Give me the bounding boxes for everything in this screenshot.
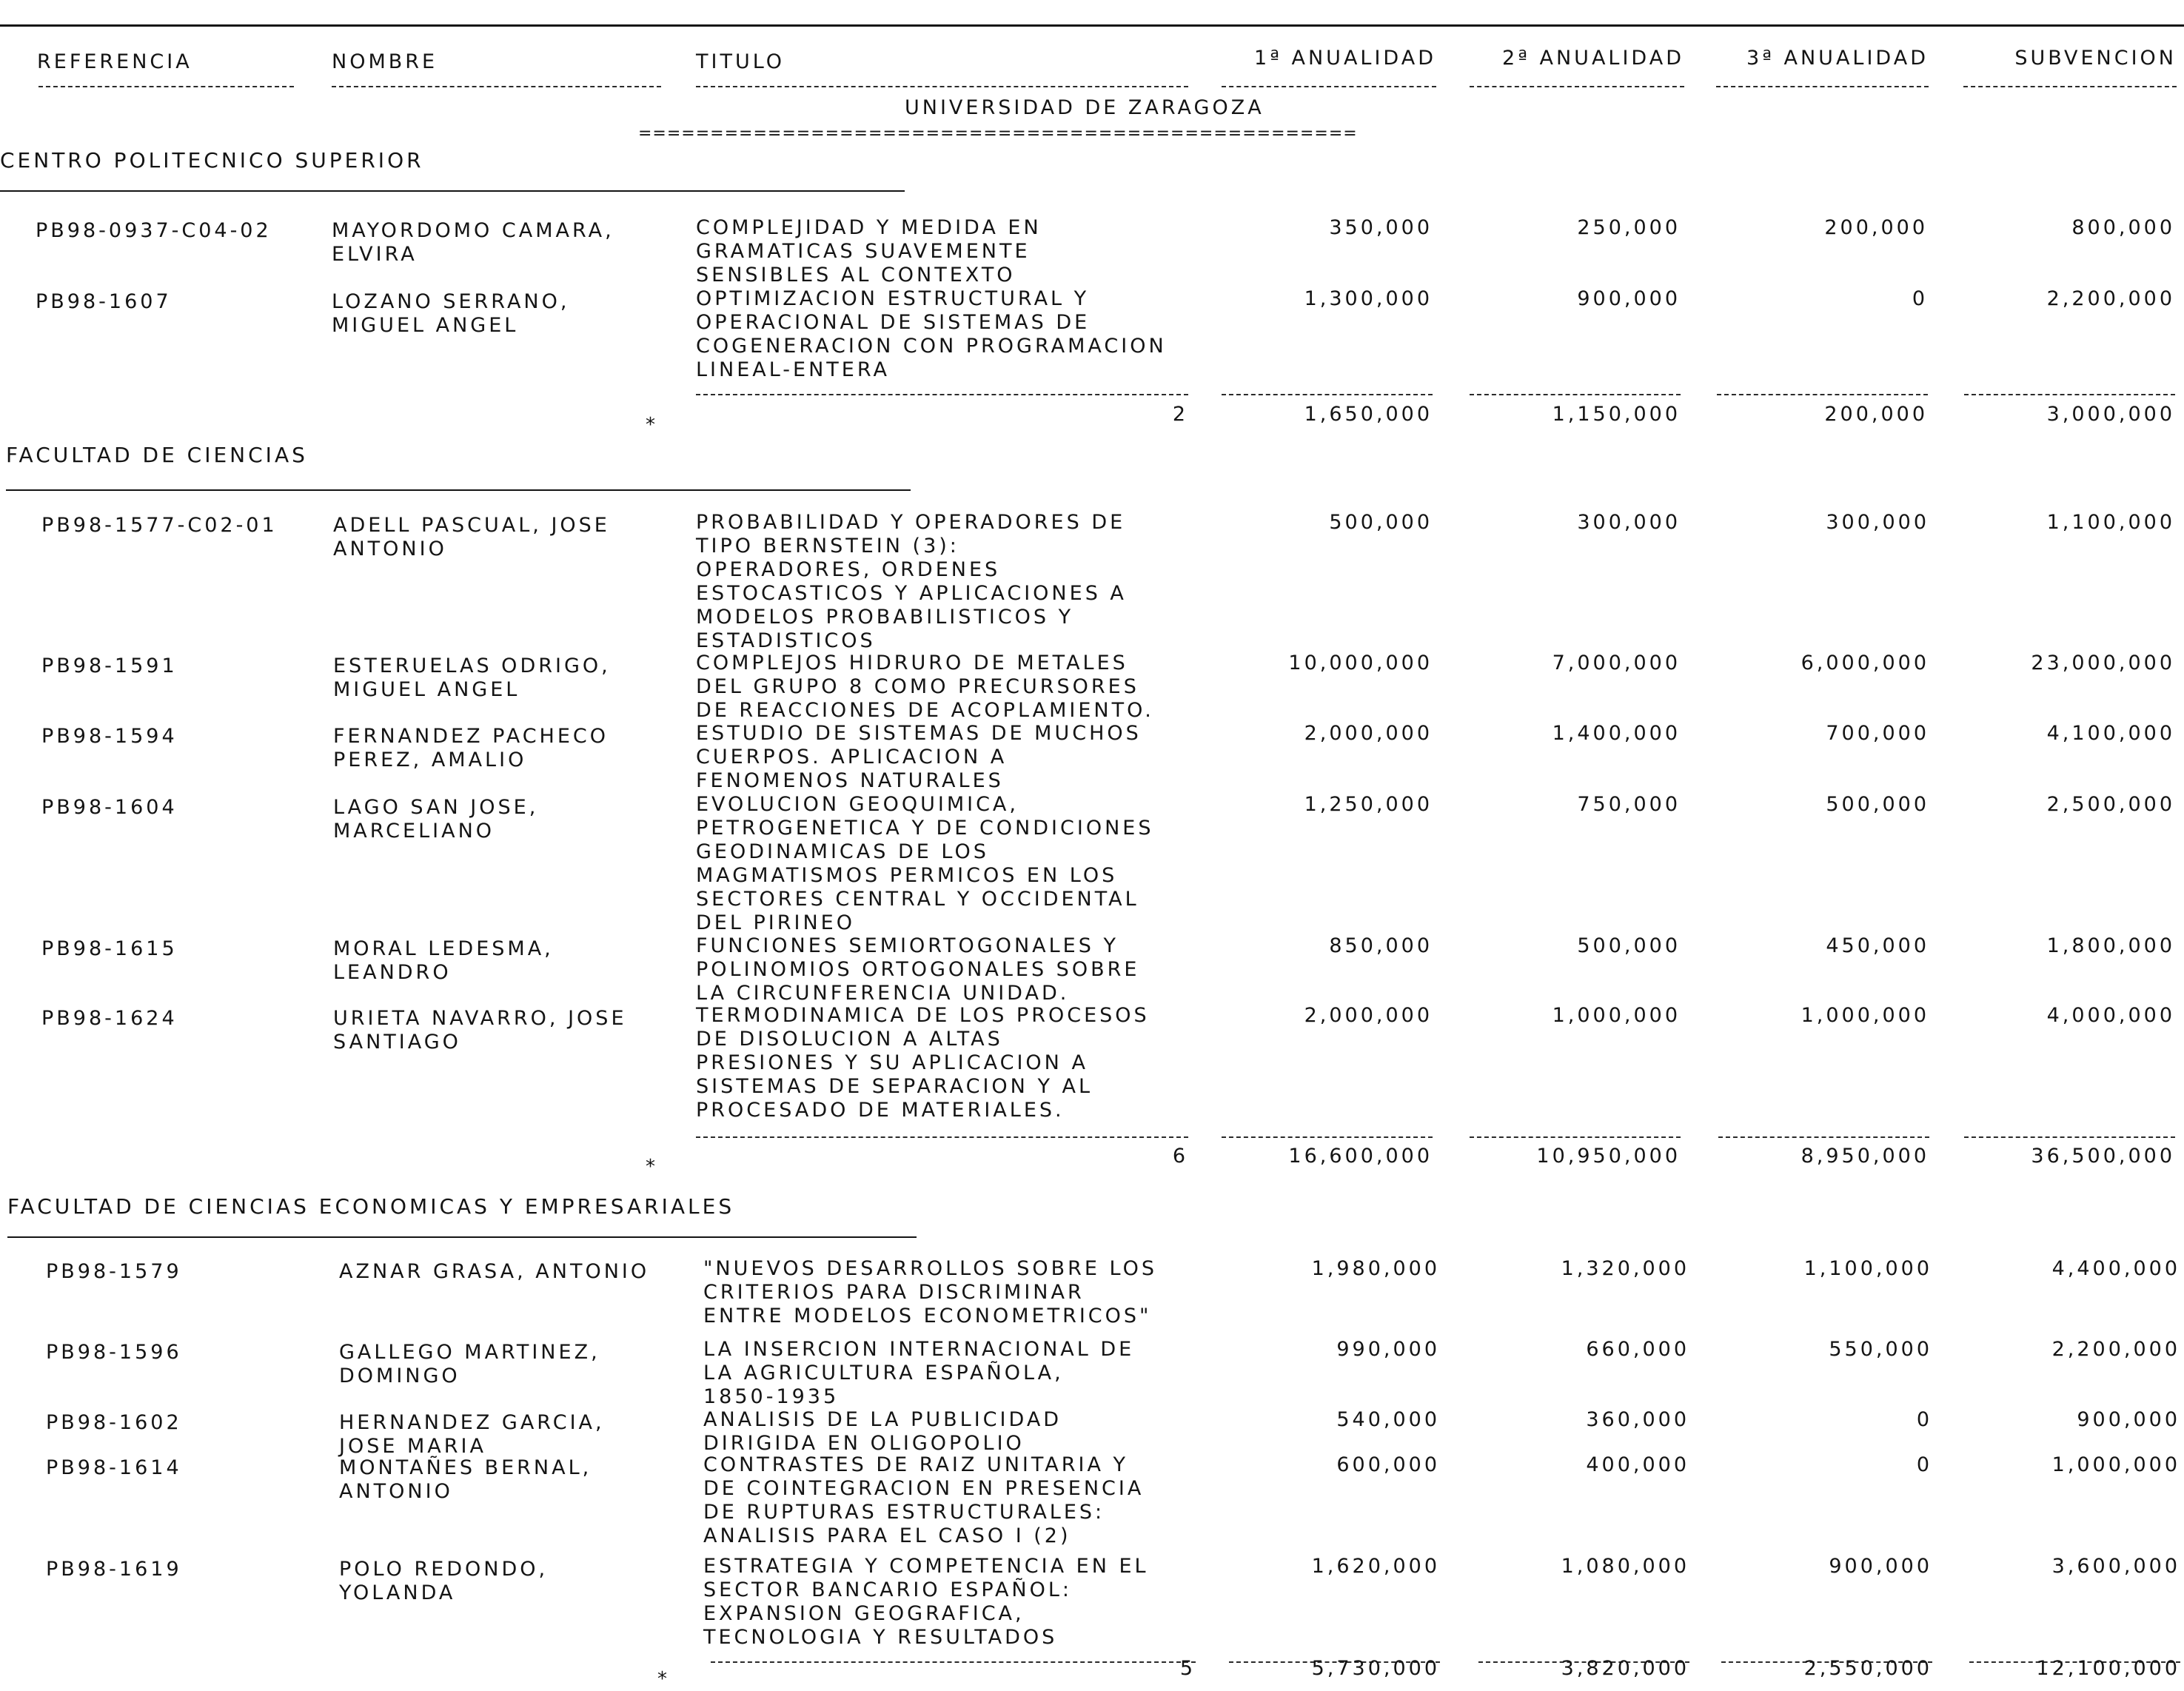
subtotal-anualidad1: 1,650,000: [1304, 403, 1433, 426]
subtotal-anualidad3: 200,000: [1824, 403, 1928, 426]
row-referencia: PB98-1614: [46, 1456, 182, 1479]
top-rule: [0, 24, 2184, 27]
row-subvencion: 1,000,000: [2051, 1453, 2180, 1476]
row-nombre-line: MORAL LEDESMA,: [333, 937, 554, 960]
row-referencia: PB98-1602: [46, 1411, 182, 1434]
row-nombre-line: AZNAR GRASA, ANTONIO: [339, 1260, 650, 1283]
subtotal-dash-anualidad3: [1717, 394, 1928, 395]
row-subvencion: 4,100,000: [2046, 722, 2175, 745]
row-referencia: PB98-1619: [46, 1558, 182, 1581]
row-titulo-line: LINEAL-ENTERA: [696, 358, 890, 381]
row-anualidad2: 7,000,000: [1552, 652, 1681, 674]
subtotal-mark: *: [646, 1156, 658, 1178]
row-referencia: PB98-1594: [41, 725, 178, 748]
row-titulo-line: LA AGRICULTURA ESPAÑOLA,: [703, 1362, 1064, 1384]
subtotal-dash-anualidad1: [1222, 394, 1433, 395]
row-titulo-line: PROCESADO DE MATERIALES.: [696, 1099, 1065, 1122]
row-titulo-line: COGENERACION CON PROGRAMACION: [696, 335, 1167, 358]
header-underline-anualidad3: [1716, 86, 1929, 87]
subtotal-anualidad1: 16,600,000: [1288, 1145, 1433, 1168]
row-referencia: PB98-1615: [41, 937, 178, 960]
subtotal-mark: *: [657, 1668, 670, 1690]
row-titulo-line: ANALISIS PARA EL CASO I (2): [703, 1524, 1071, 1547]
row-titulo-line: FUNCIONES SEMIORTOGONALES Y: [696, 934, 1119, 957]
section-title: FACULTAD DE CIENCIAS ECONOMICAS Y EMPRESARIALES: [7, 1194, 735, 1219]
row-anualidad3: 900,000: [1829, 1555, 1932, 1578]
row-titulo-line: CONTRASTES DE RAIZ UNITARIA Y: [703, 1453, 1129, 1476]
header-underline-anualidad2: [1470, 86, 1684, 87]
row-anualidad1: 1,250,000: [1304, 793, 1433, 816]
section-title: FACULTAD DE CIENCIAS: [6, 443, 308, 467]
row-anualidad1: 1,300,000: [1304, 287, 1433, 310]
row-titulo-line: OPERACIONAL DE SISTEMAS DE: [696, 311, 1091, 334]
row-titulo-line: DE COINTEGRACION EN PRESENCIA: [703, 1477, 1145, 1500]
row-titulo-line: TIPO BERNSTEIN (3):: [696, 535, 959, 557]
row-anualidad2: 300,000: [1577, 511, 1681, 534]
row-nombre-line: LOZANO SERRANO,: [332, 290, 570, 313]
header-nombre: NOMBRE: [332, 50, 438, 73]
subtotal-dash-subvencion: [1964, 394, 2175, 395]
row-nombre-line: DOMINGO: [339, 1364, 460, 1387]
row-titulo-line: MAGMATISMOS PERMICOS EN LOS: [696, 864, 1118, 887]
row-anualidad1: 500,000: [1329, 511, 1433, 534]
row-referencia: PB98-1624: [41, 1007, 178, 1030]
row-titulo-line: "NUEVOS DESARROLLOS SOBRE LOS: [703, 1257, 1158, 1280]
row-anualidad2: 1,000,000: [1552, 1004, 1681, 1027]
row-anualidad1: 990,000: [1336, 1338, 1440, 1361]
subtotal-dash-anualidad1: [1222, 1136, 1433, 1138]
row-subvencion: 4,000,000: [2046, 1004, 2175, 1027]
university-underline: ==================================================: [638, 124, 1358, 143]
subtotal-dash-anualidad3: [1718, 1136, 1929, 1138]
header-underline-nombre: [332, 86, 661, 87]
row-anualidad3: 0: [1916, 1453, 1932, 1476]
row-titulo-line: GEODINAMICAS DE LOS: [696, 840, 989, 863]
subtotal-anualidad1: 5,730,000: [1311, 1657, 1440, 1680]
row-titulo-line: GRAMATICAS SUAVEMENTE: [696, 240, 1031, 263]
row-anualidad2: 1,320,000: [1561, 1257, 1689, 1280]
row-nombre-line: MONTAÑES BERNAL,: [339, 1456, 592, 1479]
row-titulo-line: POLINOMIOS ORTOGONALES SOBRE: [696, 958, 1140, 981]
row-nombre-line: MAYORDOMO CAMARA,: [332, 219, 614, 242]
header-anualidad1: 1ª ANUALIDAD: [1254, 47, 1436, 70]
row-titulo-line: ESTUDIO DE SISTEMAS DE MUCHOS: [696, 722, 1142, 745]
row-titulo-line: EXPANSION GEOGRAFICA,: [703, 1602, 1025, 1625]
header-subvencion: SUBVENCION: [2014, 47, 2177, 70]
subtotal-mark: *: [646, 414, 658, 436]
row-nombre-line: LAGO SAN JOSE,: [333, 796, 539, 819]
row-referencia: PB98-1579: [46, 1260, 182, 1283]
row-subvencion: 3,600,000: [2051, 1555, 2180, 1578]
subtotal-count: 2: [1172, 403, 1188, 426]
row-anualidad3: 1,000,000: [1801, 1004, 1929, 1027]
row-anualidad2: 750,000: [1577, 793, 1681, 816]
row-anualidad3: 550,000: [1829, 1338, 1932, 1361]
row-anualidad1: 10,000,000: [1288, 652, 1433, 674]
row-referencia: PB98-1604: [41, 796, 178, 819]
header-underline-subvencion: [1963, 86, 2177, 87]
row-nombre-line: MARCELIANO: [333, 820, 495, 843]
row-titulo-line: ENTRE MODELOS ECONOMETRICOS": [703, 1305, 1152, 1327]
row-anualidad2: 500,000: [1577, 934, 1681, 957]
row-titulo-line: SECTOR BANCARIO ESPAÑOL:: [703, 1578, 1073, 1601]
subtotal-subvencion: 3,000,000: [2046, 403, 2175, 426]
university-title: UNIVERSIDAD DE ZARAGOZA: [905, 96, 1264, 119]
row-subvencion: 2,500,000: [2046, 793, 2175, 816]
row-subvencion: 23,000,000: [2031, 652, 2175, 674]
row-referencia: PB98-1591: [41, 654, 178, 677]
row-nombre-line: URIETA NAVARRO, JOSE: [333, 1007, 627, 1030]
subtotal-count: 5: [1179, 1657, 1196, 1680]
row-titulo-line: COMPLEJOS HIDRURO DE METALES: [696, 652, 1128, 674]
row-titulo-line: CUERPOS. APLICACION A: [696, 746, 1008, 769]
row-titulo-line: FENOMENOS NATURALES: [696, 769, 1004, 792]
subtotal-anualidad2: 1,150,000: [1552, 403, 1681, 426]
row-anualidad2: 400,000: [1586, 1453, 1689, 1476]
section-title: CENTRO POLITECNICO SUPERIOR: [0, 148, 424, 173]
row-anualidad1: 1,980,000: [1311, 1257, 1440, 1280]
row-titulo-line: SISTEMAS DE SEPARACION Y AL: [696, 1075, 1093, 1098]
row-titulo-line: COMPLEJIDAD Y MEDIDA EN: [696, 216, 1042, 239]
subtotal-anualidad2: 10,950,000: [1536, 1145, 1681, 1168]
header-anualidad3: 3ª ANUALIDAD: [1746, 47, 1929, 70]
row-titulo-line: OPTIMIZACION ESTRUCTURAL Y: [696, 287, 1090, 310]
row-nombre-line: ESTERUELAS ODRIGO,: [333, 654, 611, 677]
row-anualidad3: 700,000: [1826, 722, 1929, 745]
row-anualidad3: 1,100,000: [1803, 1257, 1932, 1280]
row-anualidad1: 540,000: [1336, 1408, 1440, 1431]
row-titulo-line: MODELOS PROBABILISTICOS Y: [696, 606, 1074, 629]
row-nombre-line: PEREZ, AMALIO: [333, 749, 527, 771]
row-anualidad2: 660,000: [1586, 1338, 1689, 1361]
row-nombre-line: SANTIAGO: [333, 1031, 461, 1054]
row-nombre-line: YOLANDA: [339, 1581, 456, 1604]
row-nombre-line: ADELL PASCUAL, JOSE: [333, 514, 610, 537]
row-titulo-line: ANALISIS DE LA PUBLICIDAD: [703, 1408, 1062, 1431]
row-titulo-line: DE REACCIONES DE ACOPLAMIENTO.: [696, 699, 1154, 722]
row-subvencion: 2,200,000: [2051, 1338, 2180, 1361]
subtotal-dash-titulo: [696, 394, 1188, 395]
row-referencia: PB98-0937-C04-02: [36, 219, 272, 242]
row-nombre-line: GALLEGO MARTINEZ,: [339, 1341, 600, 1364]
row-titulo-line: DIRIGIDA EN OLIGOPOLIO: [703, 1432, 1025, 1455]
row-nombre-line: MIGUEL ANGEL: [333, 678, 520, 701]
header-underline-referencia: [38, 86, 294, 87]
row-titulo-line: LA CIRCUNFERENCIA UNIDAD.: [696, 982, 1070, 1005]
row-titulo-line: TECNOLOGIA Y RESULTADOS: [703, 1626, 1058, 1649]
row-anualidad3: 0: [1912, 287, 1928, 310]
header-referencia: REFERENCIA: [37, 50, 192, 73]
row-anualidad1: 850,000: [1329, 934, 1433, 957]
section-rule: [0, 190, 905, 192]
subtotal-subvencion: 12,100,000: [2036, 1657, 2180, 1680]
row-titulo-line: DEL GRUPO 8 COMO PRECURSORES: [696, 675, 1139, 698]
row-titulo-line: OPERADORES, ORDENES: [696, 558, 1001, 581]
subtotal-anualidad2: 3,820,000: [1561, 1657, 1689, 1680]
row-referencia: PB98-1577-C02-01: [41, 514, 278, 537]
subtotal-anualidad3: 2,550,000: [1803, 1657, 1932, 1680]
subtotal-count: 6: [1172, 1145, 1188, 1168]
row-nombre-line: JOSE MARIA: [339, 1435, 486, 1458]
row-referencia: PB98-1607: [36, 290, 172, 313]
row-titulo-line: DE DISOLUCION A ALTAS: [696, 1028, 1003, 1051]
row-referencia: PB98-1596: [46, 1341, 182, 1364]
row-titulo-line: PETROGENETICA Y DE CONDICIONES: [696, 817, 1154, 840]
row-nombre-line: HERNANDEZ GARCIA,: [339, 1411, 605, 1434]
row-anualidad2: 900,000: [1577, 287, 1681, 310]
header-underline-anualidad1: [1222, 86, 1436, 87]
row-nombre-line: ANTONIO: [333, 538, 447, 560]
row-titulo-line: DEL PIRINEO: [696, 911, 855, 934]
row-nombre-line: ANTONIO: [339, 1480, 453, 1503]
row-anualidad3: 6,000,000: [1801, 652, 1929, 674]
row-anualidad3: 0: [1916, 1408, 1932, 1431]
section-rule: [7, 1236, 917, 1238]
subtotal-dash-anualidad2: [1470, 1136, 1681, 1138]
row-subvencion: 1,800,000: [2046, 934, 2175, 957]
row-titulo-line: PRESIONES Y SU APLICACION A: [696, 1051, 1088, 1074]
row-titulo-line: LA INSERCION INTERNACIONAL DE: [703, 1338, 1135, 1361]
row-anualidad1: 350,000: [1329, 216, 1433, 239]
subtotal-subvencion: 36,500,000: [2031, 1145, 2175, 1168]
row-titulo-line: ESTOCASTICOS Y APLICACIONES A: [696, 582, 1127, 605]
row-anualidad3: 450,000: [1826, 934, 1929, 957]
header-anualidad2: 2ª ANUALIDAD: [1502, 47, 1684, 70]
section-rule: [6, 489, 911, 491]
row-anualidad3: 200,000: [1824, 216, 1928, 239]
header-titulo: TITULO: [696, 50, 785, 73]
row-anualidad1: 1,620,000: [1311, 1555, 1440, 1578]
subtotal-dash-titulo: [696, 1136, 1188, 1138]
subtotal-dash-subvencion: [1964, 1136, 2175, 1138]
row-titulo-line: SENSIBLES AL CONTEXTO: [696, 264, 1016, 287]
row-nombre-line: ELVIRA: [332, 243, 418, 266]
row-anualidad2: 1,080,000: [1561, 1555, 1689, 1578]
row-titulo-line: EVOLUCION GEOQUIMICA,: [696, 793, 1019, 816]
row-titulo-line: 1850-1935: [703, 1385, 840, 1408]
row-anualidad1: 600,000: [1336, 1453, 1440, 1476]
row-anualidad1: 2,000,000: [1304, 722, 1433, 745]
row-anualidad3: 500,000: [1826, 793, 1929, 816]
row-titulo-line: ESTADISTICOS: [696, 629, 876, 652]
row-titulo-line: TERMODINAMICA DE LOS PROCESOS: [696, 1004, 1150, 1027]
row-nombre-line: MIGUEL ANGEL: [332, 314, 519, 337]
row-nombre-line: POLO REDONDO,: [339, 1558, 549, 1581]
row-subvencion: 2,200,000: [2046, 287, 2175, 310]
row-nombre-line: LEANDRO: [333, 961, 452, 984]
row-titulo-line: PROBABILIDAD Y OPERADORES DE: [696, 511, 1126, 534]
row-anualidad3: 300,000: [1826, 511, 1929, 534]
row-subvencion: 1,100,000: [2046, 511, 2175, 534]
row-anualidad2: 360,000: [1586, 1408, 1689, 1431]
row-titulo-line: SECTORES CENTRAL Y OCCIDENTAL: [696, 888, 1139, 911]
row-titulo-line: DE RUPTURAS ESTRUCTURALES:: [703, 1501, 1105, 1524]
row-subvencion: 900,000: [2077, 1408, 2180, 1431]
row-anualidad1: 2,000,000: [1304, 1004, 1433, 1027]
row-anualidad2: 250,000: [1577, 216, 1681, 239]
row-nombre-line: FERNANDEZ PACHECO: [333, 725, 609, 748]
subtotal-dash-anualidad2: [1470, 394, 1681, 395]
header-underline-titulo: [696, 86, 1188, 87]
row-titulo-line: CRITERIOS PARA DISCRIMINAR: [703, 1281, 1085, 1304]
row-subvencion: 800,000: [2071, 216, 2175, 239]
row-anualidad2: 1,400,000: [1552, 722, 1681, 745]
row-titulo-line: ESTRATEGIA Y COMPETENCIA EN EL: [703, 1555, 1149, 1578]
row-subvencion: 4,400,000: [2051, 1257, 2180, 1280]
subtotal-anualidad3: 8,950,000: [1801, 1145, 1929, 1168]
